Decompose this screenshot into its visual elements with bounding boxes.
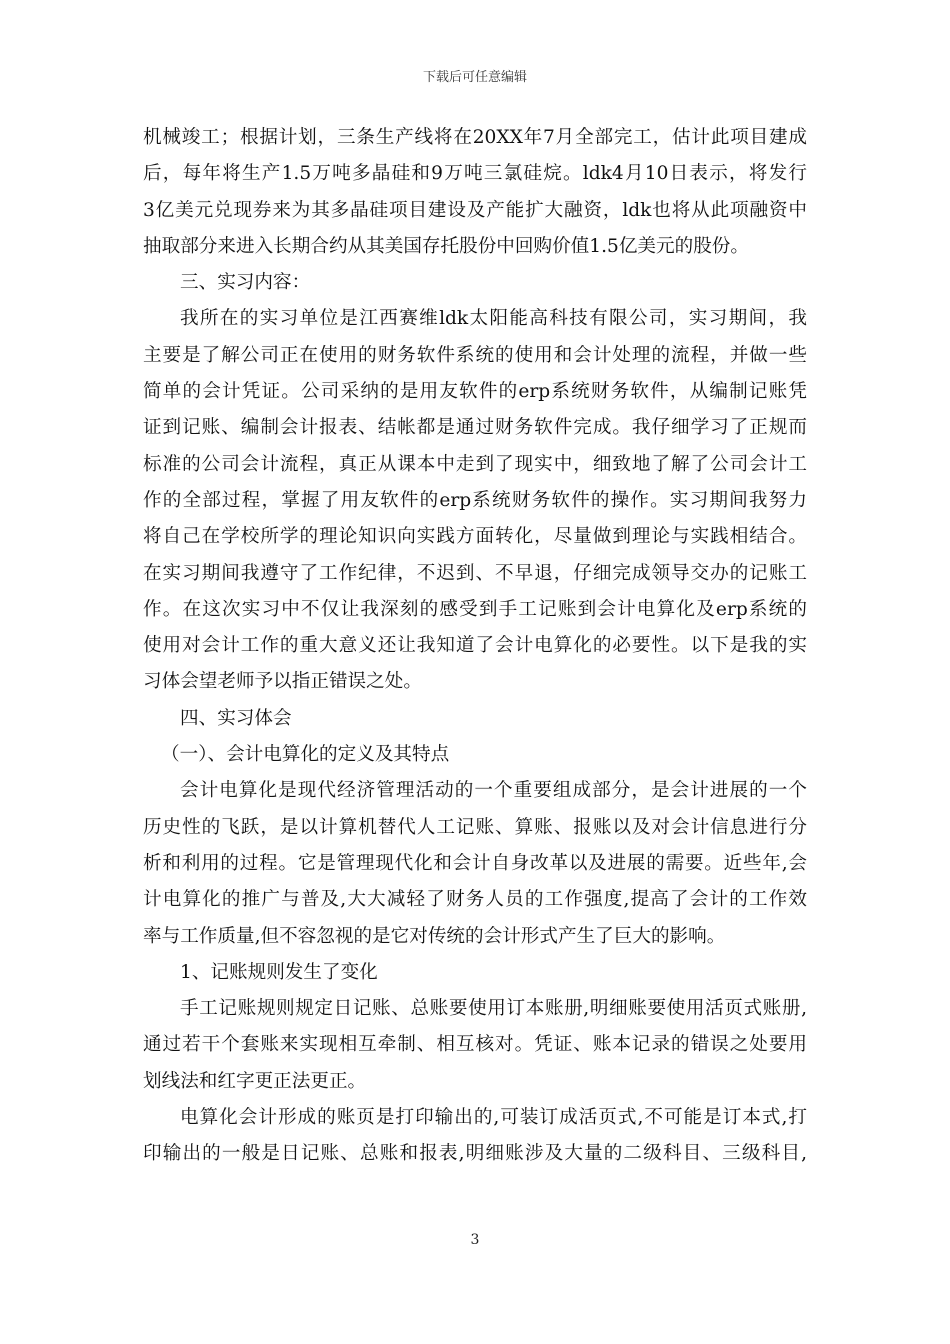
text-line: 习体会望老师予以指正错误之处。 bbox=[143, 671, 422, 693]
document-body bbox=[143, 120, 807, 1173]
text-line: 在实习期间我遵守了工作纪律，不迟到、不早退，仔细完成领导交办的记账工 bbox=[143, 562, 807, 584]
text-line: 证到记账、编制会计报表、结帐都是通过财务软件完成。我仔细学习了正规而 bbox=[143, 417, 807, 439]
page-header: 下载后可任意编辑 bbox=[422, 70, 527, 85]
text-line: 机械竣工；根据计划，三条生产线将在20XX年7月全部完工，估计此项目建成 bbox=[143, 127, 807, 148]
text-line: 划线法和红字更正法更正。 bbox=[143, 1070, 367, 1092]
subsection-heading: 1、记账规则发生了变化 bbox=[180, 961, 378, 983]
section-heading: 四、实习体会 bbox=[180, 707, 292, 729]
text-line: 标准的公司会计流程，真正从课本中走到了现实中，细致地了解了公司会计工 bbox=[143, 453, 807, 475]
subsection-heading: （一）、会计电算化的定义及其特点 bbox=[161, 744, 450, 766]
text-line: 印输出的一般是日记账、总账和报表,明细账涉及大量的二级科目、三级科目, bbox=[143, 1143, 807, 1165]
text-line: 主要是了解公司正在使用的财务软件系统的使用和会计处理的流程，并做一些 bbox=[143, 344, 807, 366]
text-line: 3亿美元兑现券来为其多晶硅项目建设及产能扩大融资，ldk也将从此项融资中 bbox=[143, 199, 807, 221]
text-line: 作。在这次实习中不仅让我深刻的感受到手工记账到会计电算化及erp系统的 bbox=[143, 598, 807, 620]
text-line: 手工记账规则规定日记账、总账要使用订本账册,明细账要使用活页式账册, bbox=[180, 998, 807, 1020]
text-line: 通过若干个套账来实现相互牵制、相互核对。凭证、账本记录的错误之处要用 bbox=[143, 1034, 807, 1056]
text-line: 作的全部过程，掌握了用友软件的erp系统财务软件的操作。实习期间我努力 bbox=[143, 489, 807, 511]
text-line: 抽取部分来进入长期合约从其美国存托股份中回购价值1.5亿美元的股份。 bbox=[143, 235, 749, 257]
text-line: 使用对会计工作的重大意义还让我知道了会计电算化的必要性。以下是我的实 bbox=[143, 635, 807, 657]
text-line: 我所在的实习单位是江西赛维ldk太阳能高科技有限公司，实习期间，我 bbox=[180, 308, 807, 330]
text-line: 率与工作质量,但不容忽视的是它对传统的会计形式产生了巨大的影响。 bbox=[143, 925, 726, 947]
text-line: 将自己在学校所学的理论知识向实践方面转化，尽量做到理论与实践相结合。 bbox=[143, 526, 807, 548]
text-line: 电算化会计形成的账页是打印输出的,可装订成活页式,不可能是订本式,打 bbox=[180, 1107, 807, 1129]
text-line: 计电算化的推广与普及,大大减轻了财务人员的工作强度,提高了会计的工作效 bbox=[143, 889, 807, 911]
text-line: 析和利用的过程。它是管理现代化和会计自身改革以及进展的需要。近些年,会 bbox=[143, 852, 807, 874]
text-line: 历史性的飞跃，是以计算机替代人工记账、算账、报账以及对会计信息进行分 bbox=[143, 816, 807, 838]
text-line: 后，每年将生产1.5万吨多晶硅和9万吨三氯硅烷。ldk4月10日表示，将发行 bbox=[143, 163, 807, 185]
text-line: 简单的会计凭证。公司采纳的是用友软件的erp系统财务软件，从编制记账凭 bbox=[143, 381, 807, 403]
text-line: 会计电算化是现代经济管理活动的一个重要组成部分，是会计进展的一个 bbox=[180, 780, 807, 802]
page-number: 3 bbox=[470, 1232, 480, 1248]
section-heading: 三、实习内容： bbox=[180, 272, 311, 294]
